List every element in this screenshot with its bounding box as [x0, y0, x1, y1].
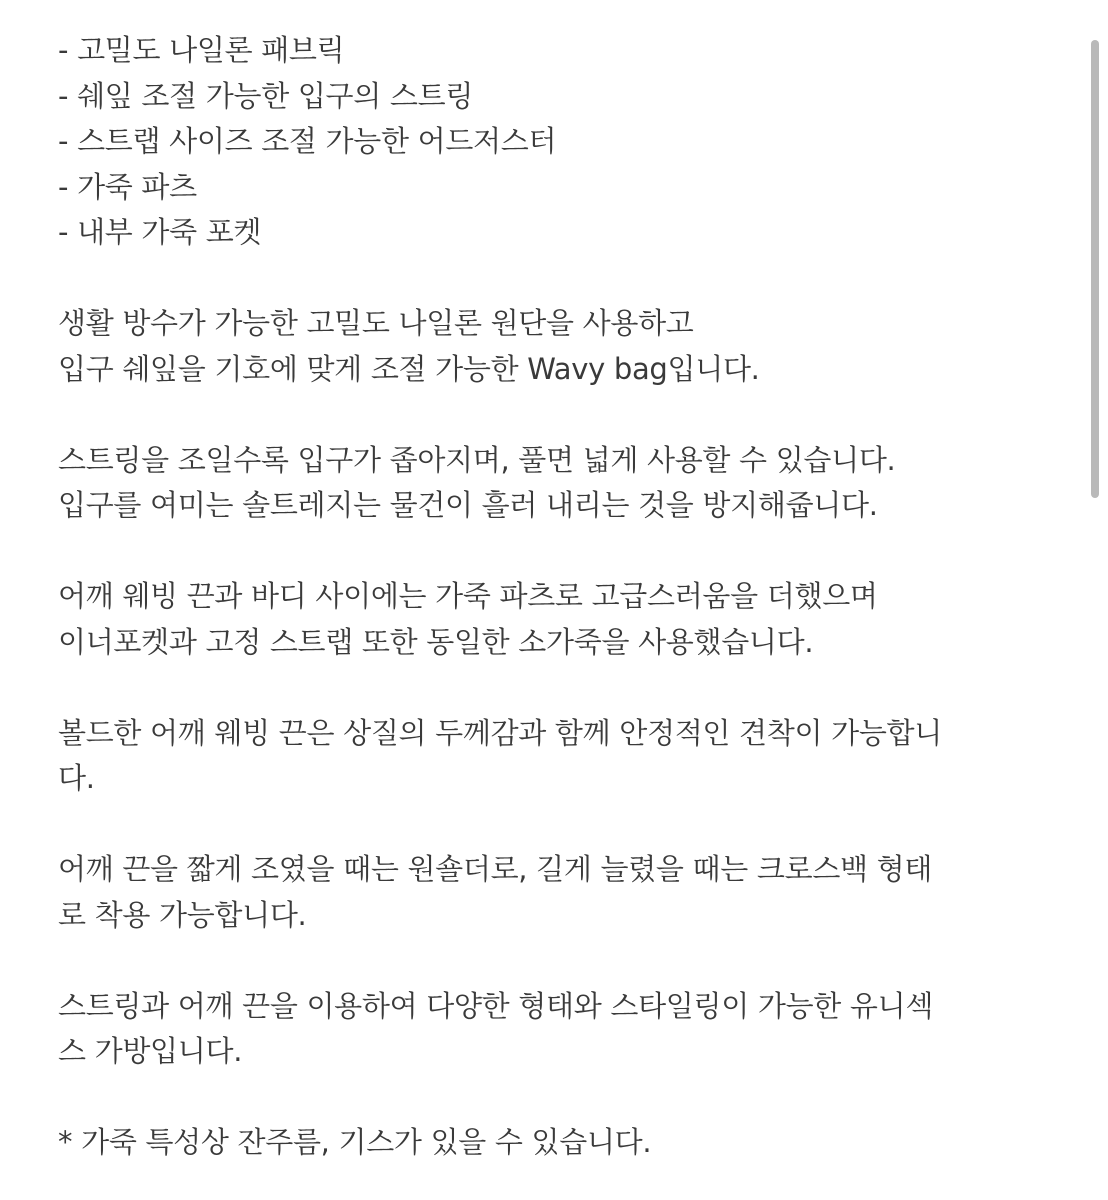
paragraph-line: 볼드한 어깨 웨빙 끈은 상질의 두께감과 함께 안정적인 견착이 가능합니 [58, 715, 942, 750]
care-note: * 가죽 특성상 잔주름, 기스가 있을 수 있습니다. [58, 1125, 652, 1159]
paragraph-gap [58, 665, 1068, 711]
paragraph-line: 어깨 끈을 짧게 조였을 때는 원숄더로, 길게 늘렸을 때는 크로스백 형태 [58, 852, 933, 886]
paragraph-line: 로 착용 가능합니다. [58, 897, 307, 932]
paragraph-gap [58, 529, 1068, 575]
paragraph-string [58, 438, 1068, 529]
paragraph-line: 이너포켓과 고정 스트랩 또한 동일한 소가죽을 사용했습니다. [58, 624, 814, 659]
scrollbar-thumb[interactable] [1091, 40, 1099, 498]
paragraph-line: 입구를 여미는 솔트레지는 물건이 흘러 내리는 것을 방지해줍니다. [58, 488, 878, 522]
paragraph-gap [58, 256, 1068, 302]
paragraph-note [58, 1120, 1068, 1166]
feature-list [58, 28, 1068, 256]
feature-item: - 가죽 파츠 [58, 169, 197, 204]
paragraph-line: 어깨 웨빙 끈과 바디 사이에는 가죽 파츠로 고급스러움을 더했으며 [58, 579, 878, 613]
paragraph-line: 스 가방입니다. [58, 1034, 243, 1068]
paragraph-strap [58, 847, 1068, 938]
paragraph-line: 입구 쉐잎을 기호에 맞게 조절 가능한 Wavy bag입니다. [58, 351, 760, 386]
paragraph-line: 스트링과 어깨 끈을 이용하여 다양한 형태와 스타일링이 가능한 유니섹 [58, 988, 934, 1023]
feature-item: - 내부 가죽 포켓 [58, 215, 262, 249]
paragraph-gap [58, 802, 1068, 848]
paragraph-waterproof [58, 301, 1068, 392]
paragraph-gap [58, 1075, 1068, 1121]
feature-item: - 스트랩 사이즈 조절 가능한 어드저스터 [58, 124, 557, 158]
paragraph-line: 생활 방수가 가능한 고밀도 나일론 원단을 사용하고 [58, 306, 694, 340]
feature-item: - 고밀도 나일론 패브릭 [58, 33, 345, 67]
feature-item: - 쉐잎 조절 가능한 입구의 스트링 [58, 78, 474, 113]
product-description [58, 28, 1068, 1166]
paragraph-line: 다. [58, 761, 95, 795]
paragraph-line: 스트링을 조일수록 입구가 좁아지며, 풀면 넓게 사용할 수 있습니다. [58, 442, 896, 477]
paragraph-gap [58, 392, 1068, 438]
paragraph-leather [58, 574, 1068, 665]
paragraph-styling [58, 984, 1068, 1075]
paragraph-webbing [58, 711, 1068, 802]
paragraph-gap [58, 938, 1068, 984]
